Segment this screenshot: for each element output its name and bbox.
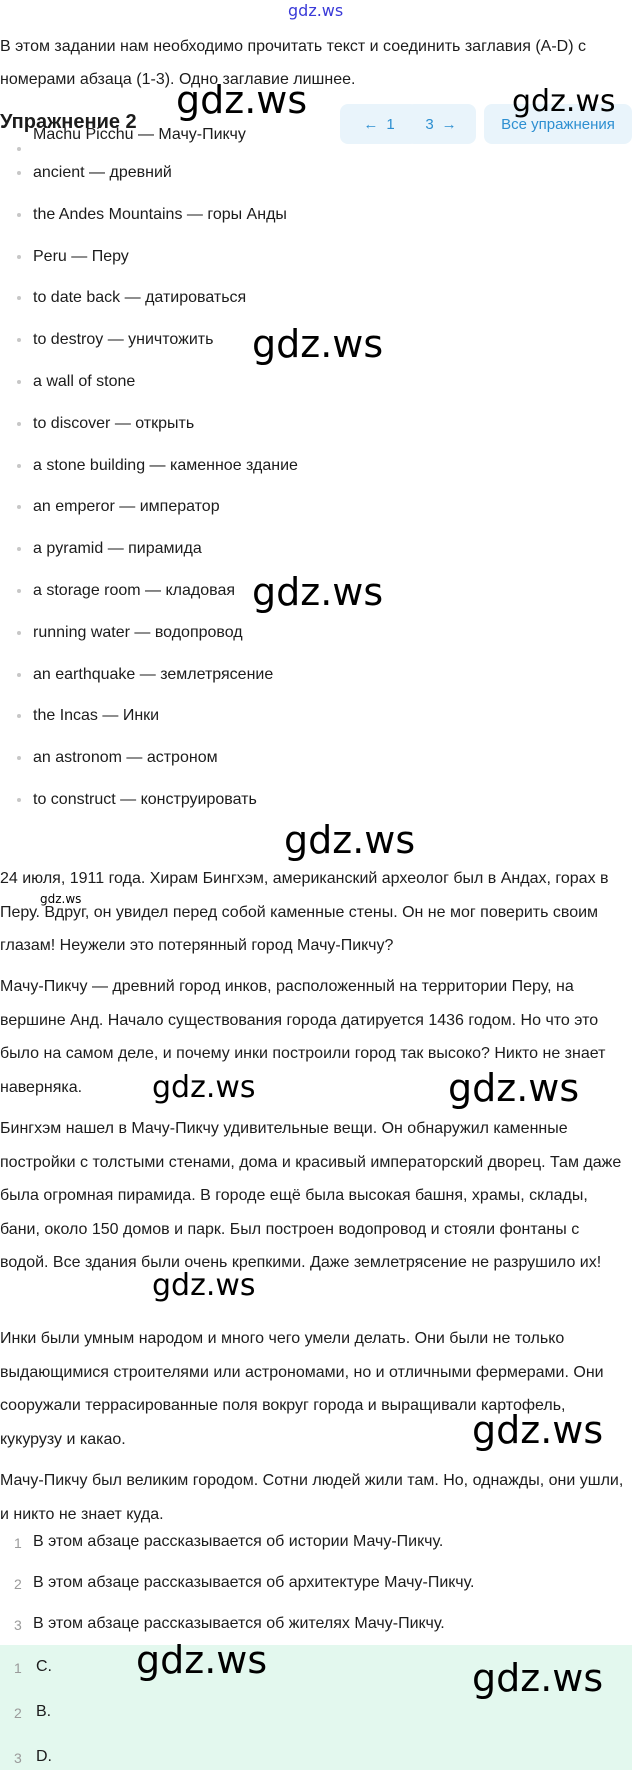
watermark: gdz.ws: [512, 84, 616, 119]
topic-list: [0, 1530, 632, 1653]
watermark: gdz.ws: [152, 1268, 256, 1303]
bullet-icon: [17, 296, 21, 300]
prev-exercise-label: 1: [386, 115, 395, 133]
watermark: gdz.ws: [252, 570, 384, 614]
bullet-icon: [17, 422, 21, 426]
list-item: a pyramid — пирамида: [0, 537, 632, 579]
watermark: gdz.ws: [152, 1070, 256, 1105]
bullet-icon: [17, 756, 21, 760]
bullet-icon: [17, 147, 21, 151]
paragraph-2: Мачу-Пикчу — древний город инков, расположенный на территории Перу, на вершине Анд. Начало существования города датируется 1436 годом. Но что это было на самом деле, и почему инки построили город так высоко? Никто не знает наверняка.: [0, 978, 606, 1096]
list-item: a stone building — каменное здание: [0, 454, 632, 496]
bullet-icon: [17, 171, 21, 175]
vocabulary-list: [0, 126, 632, 830]
list-item: an astronom — астроном: [0, 746, 632, 788]
intro-text: В этом задании нам необходимо прочитать текст и соединить заглавия (A-D) с номерами абзаца (1-3). Одно заглавие лишнее.: [0, 38, 586, 88]
paragraph-5: Мачу-Пикчу был великим городом. Сотни людей жили там. Но, однажды, они ушли, и никто не знает куда.: [0, 1472, 624, 1523]
bullet-icon: [17, 673, 21, 677]
all-exercises-label: Все упражнения: [501, 115, 615, 133]
arrow-right-icon: →: [441, 115, 457, 133]
watermark: gdz.ws: [288, 1, 344, 20]
watermark: gdz.ws: [252, 322, 384, 366]
watermark: gdz.ws: [448, 1066, 580, 1110]
list-item: to destroy — уничтожить: [0, 328, 632, 370]
watermark: gdz.ws: [284, 818, 416, 862]
list-item: 1 C.: [14, 1658, 52, 1676]
list-item: a wall of stone: [0, 370, 632, 412]
watermark: gdz.ws: [136, 1638, 268, 1682]
list-item: the Andes Mountains — горы Анды: [0, 203, 632, 245]
list-item: 3 В этом абзаце рассказывается об жителях Мачу-Пикчу.: [14, 1615, 445, 1633]
list-item: to discover — открыть: [0, 412, 632, 454]
bullet-icon: [17, 589, 21, 593]
paragraph-4: Инки были умным народом и много чего умели делать. Они были не только выдающимися строителями или астрономами, но и отличными фермерами. Они сооружали террасированные поля вокруг города и выращивали картофель, кукурузу и какао.: [0, 1330, 604, 1448]
list-item: running water — водопровод: [0, 621, 632, 663]
list-item: an emperor — император: [0, 495, 632, 537]
bullet-icon: [17, 464, 21, 468]
list-item: 3 D.: [14, 1748, 52, 1766]
watermark: gdz.ws: [176, 78, 308, 122]
bullet-icon: [17, 213, 21, 217]
bullet-icon: [17, 255, 21, 259]
bullet-icon: [17, 798, 21, 802]
list-item: the Incas — Инки: [0, 704, 632, 746]
list-item: a storage room — кладовая: [0, 579, 632, 621]
next-exercise-label: 3: [425, 115, 434, 133]
watermark: gdz.ws: [472, 1656, 604, 1700]
list-item: Machu Picchu — Мачу-Пикчу: [0, 137, 632, 161]
watermark: gdz.ws: [472, 1408, 604, 1452]
list-item: 2 B.: [14, 1703, 52, 1721]
list-item: an earthquake — землетрясение: [0, 663, 632, 705]
list-item: 1 В этом абзаце рассказывается об истории Мачу-Пикчу.: [14, 1533, 444, 1551]
paragraph-3: Бингхэм нашел в Мачу-Пикчу удивительные вещи. Он обнаружил каменные постройки с толстыми стенами, дома и красивый императорский дворец. Там даже была огромная пирамида. В городе ещё была высокая башня, храмы, склады, бани, около 150 домов и парк. Был построен водопровод и стояли фонтаны с водой. Все здания были очень крепкими. Даже землетрясение не разрушило их!: [0, 1120, 622, 1271]
paragraph-1: 24 июля, 1911 года. Хирам Бингхэм, американский археолог был в Андах, горах в Перу. Вдруг, он увидел перед собой каменные стены. Он не мог поверить своим глазам! Неужели это потерянный город Мачу-Пикчу?: [0, 870, 609, 954]
bullet-icon: [17, 338, 21, 342]
watermark: gdz.ws: [40, 892, 82, 906]
bullet-icon: [17, 505, 21, 509]
list-item: to date back — датироваться: [0, 286, 632, 328]
list-item: 2 В этом абзаце рассказывается об архитектуре Мачу-Пикчу.: [14, 1574, 475, 1592]
list-item: ancient — древний: [0, 161, 632, 203]
list-item: to construct — конструировать: [0, 788, 632, 830]
bullet-icon: [17, 547, 21, 551]
list-item: Peru — Перу: [0, 245, 632, 287]
bullet-icon: [17, 631, 21, 635]
bullet-icon: [17, 714, 21, 718]
arrow-left-icon: ←: [363, 115, 379, 133]
bullet-icon: [17, 380, 21, 384]
page-title: Упражнение 2: [0, 111, 137, 133]
